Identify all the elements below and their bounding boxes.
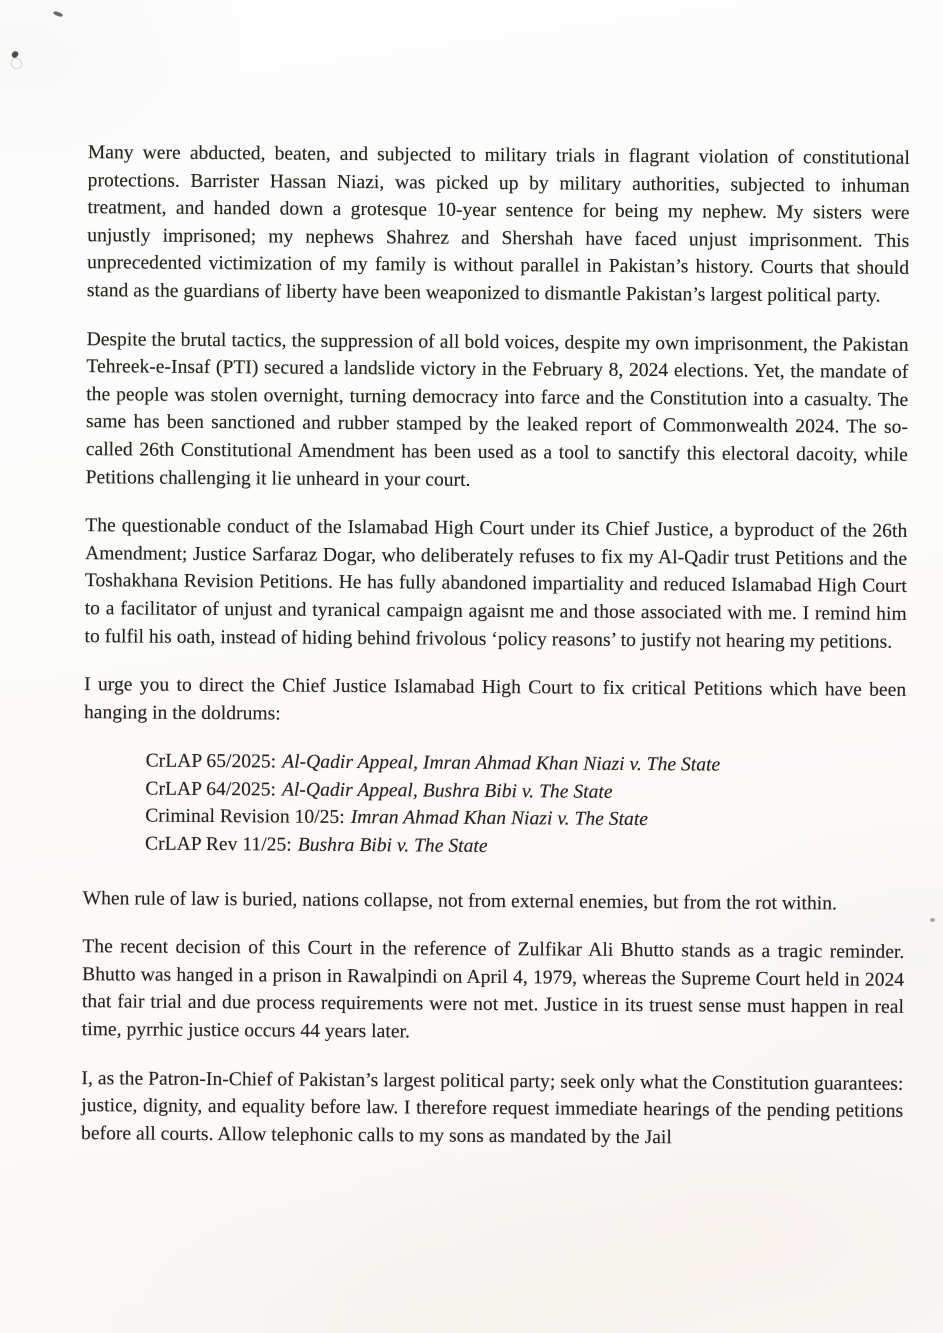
case-number: CrLAP 64/2025: — [145, 778, 277, 801]
scan-speck — [53, 10, 64, 18]
paragraph-rule-of-law: When rule of law is buried, nations collapse, not from external enemies, but from the rot within. — [82, 887, 838, 915]
case-title: Al-Qadir Appeal, Bushra Bibi v. The State — [281, 779, 613, 803]
scan-speck — [10, 50, 19, 59]
paragraph-request-hearings: I, as the Patron-In-Chief of Pakistan’s largest political party; seek only what the Constitution guarantees: justice, dignity, and equality before law. I therefore request immediate hearings of the pending petitions before all courts. Allow telephonic calls to my sons as mandated by the Jail — [80, 1067, 904, 1149]
scan-speck — [930, 918, 935, 922]
paragraph-bhutto-reference: The recent decision of this Court in the reference of Zulfikar Ali Bhutto stands as a tragic reminder. Bhutto was hanged in a prison in Rawalpindi on April 4, 1979, whereas the Supreme Court held in 2024 that fair trial and due process requirements were not met. Justice in its truest sense must happen in real time, pyrrhic justice occurs 44 years later. — [81, 936, 905, 1043]
case-title: Imran Ahmad Khan Niazi v. The State — [350, 807, 649, 831]
paragraph-family-victimization: Many were abducted, beaten, and subjected to military trials in flagrant violation of constitutional protections. Barrister Hassan Niazi, was picked up by military authorities, subjected to inhuman treatment, and handed down a grotesque 10-year sentence for being my nephew. My sisters were unjustly imprisoned; my nephews Shahrez and Shershah have faced unjust imprisonment. This unprecedented victimization of my family is without parallel in Pakistan’s history. Courts that should stand as the guardians of liberty have been weaponized to dismantle Pakistan’s largest political party. — [86, 142, 910, 307]
letter-body — [81, 139, 910, 1174]
case-number: CrLAP Rev 11/25: — [145, 833, 292, 856]
case-number: Criminal Revision 10/25: — [145, 806, 345, 829]
case-number: CrLAP 65/2025: — [145, 750, 277, 773]
paragraph-urge-fix-petitions: I urge you to direct the Chief Justice Islamabad High Court to fix critical Petitions which have been hanging in the doldrums: — [83, 674, 907, 725]
case-title: Al-Qadir Appeal, Imran Ahmad Khan Niazi v. The State — [282, 751, 721, 776]
paragraph-ihc-conduct: The questionable conduct of the Islamabad High Court under its Chief Justice, a byproduct of the 26th Amendment; Justice Sarfaraz Dogar, who deliberately refuses to fix my Al-Qadir trust Petitions and the Toshakhana Revision Petitions. He has fully abandoned impartiality and reduced Islamabad High Court to a facilitator of unjust and tyranical campaign agaisnt me and those associated with me. I remind him to fulfil his oath, instead of hiding behind frivolous ‘policy reasons’ to justify not hearing my petitions. — [84, 515, 908, 653]
case-title: Bushra Bibi v. The State — [297, 834, 488, 858]
case-list — [83, 747, 906, 863]
case-item — [145, 831, 905, 864]
paragraph-election-mandate: Despite the brutal tactics, the suppression of all bold voices, despite my own imprisonment, the Pakistan Tehreek-e-Insaf (PTI) secured a landslide victory in the February 8, 2024 elections. Yet, the mandate of the people was stolen overnight, turning democracy into farce and the Constitution into a casualty. The same has been sanctioned and rubber stamped by the leaked report of Commonwealth 2024. The so-called 26th Constitutional Amendment has been used as a tool to sanctify this electoral dacoity, while Petitions challenging it lie unheard in your court. — [85, 328, 909, 491]
